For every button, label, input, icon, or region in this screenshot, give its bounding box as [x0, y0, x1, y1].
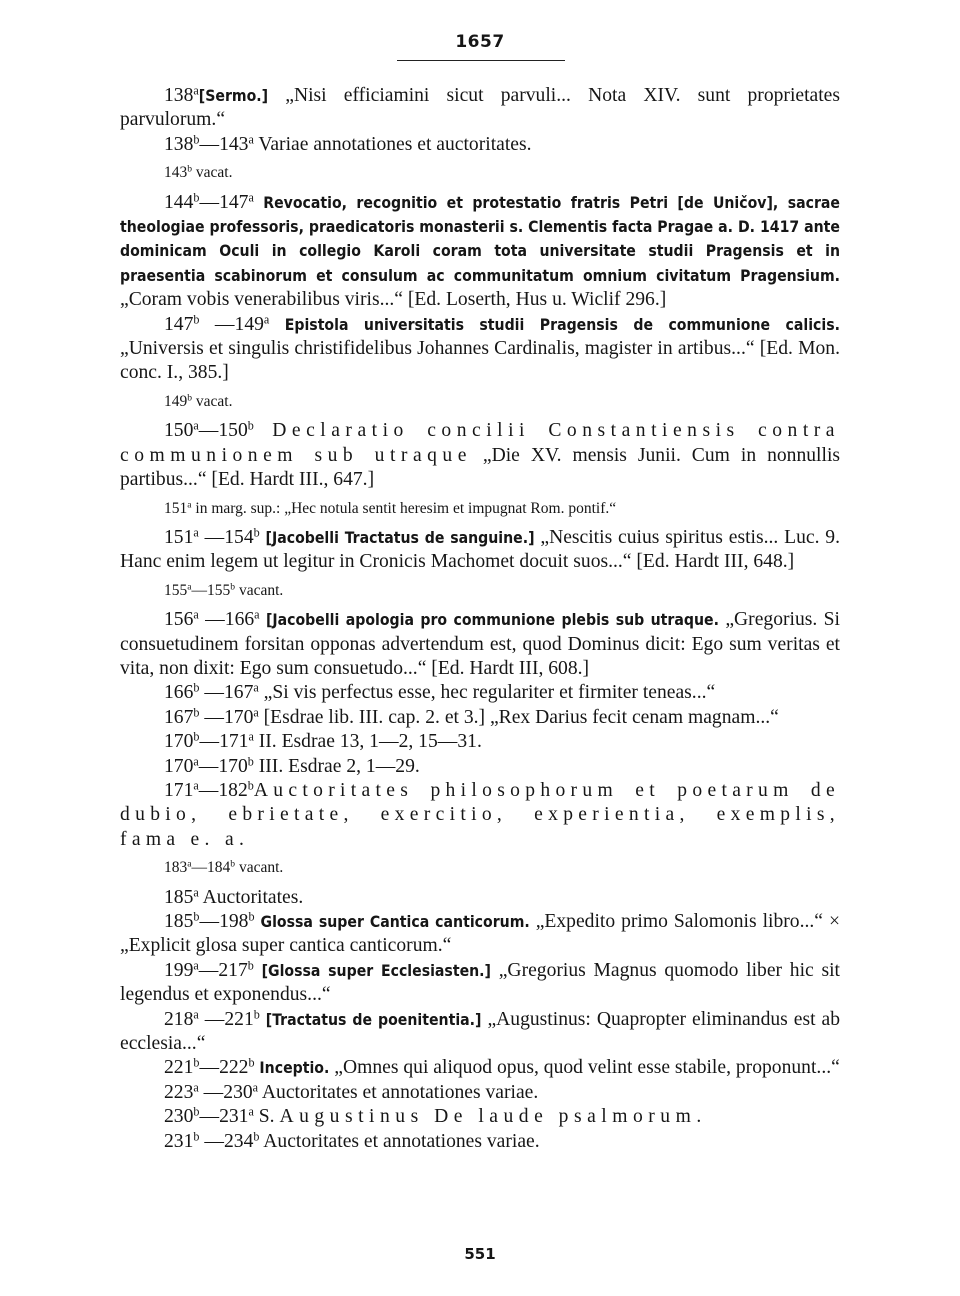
- page-number-top: 1657: [455, 32, 505, 52]
- catalogue-entry: 170$^b$—171$^a$ II. Esdrae 13, 1—2, 15—31.: [164, 729, 482, 753]
- catalogue-entry: 151$^a$ —154$^b$ [Jacobelli Tractatus de sanguine.] „Nescitis cuius spiritus estis... Luc. 9. Hanc enim legem ut legitur in Cronicis Machomet docuit suos...“ [Ed. Hardt III, 648.]: [120, 525, 840, 573]
- catalogue-entry: 218$^a$ —221$^b$ [Tractatus de poenitentia.] „Augustinus: Quapropter eliminandus est ab ecclesia...“: [120, 1006, 840, 1055]
- catalogue-entry: 199$^a$—217$^b$ [Glossa super Ecclesiasten.] „Gregorius Magnus quomodo liber hic sit legendus et exponendus...“: [120, 958, 840, 1006]
- catalogue-entry: 149$^b$ vacat.: [164, 392, 233, 410]
- catalogue-entry: 170$^a$—170$^b$ III. Esdrae 2, 1—29.: [164, 753, 420, 777]
- catalogue-entry: 150$^a$—150$^b$ Declaratio concilii Constantiensis contra communionem sub utraque „Die XV. mensis Junii. Cum in nonnullis partibus...“ [Ed. Hardt III., 647.]: [120, 418, 841, 491]
- catalogue-entry: 143$^b$ vacat.: [164, 163, 233, 182]
- catalogue-entry: 230$^b$—231$^a$ S. Augustinus De laude psalmorum.: [164, 1104, 702, 1128]
- catalogue-entry: 185$^b$—198$^b$ Glossa super Cantica canticorum. „Expedito primo Salomonis libro...“ × „Explicit glosa super cantica canticorum.“: [120, 909, 840, 957]
- header-rule: [397, 60, 565, 61]
- catalogue-entry: 138$^a$[Sermo.] „Nisi efficiamini sicut parvuli... Nota XIV. sunt proprietates parvulorum.“: [120, 83, 840, 131]
- catalogue-entry: 155$^a$—155$^b$ vacant.: [164, 581, 284, 599]
- catalogue-text: [120, 84, 840, 1154]
- catalogue-entry: 221$^b$—222$^b$ Inceptio. „Omnes qui aliquod opus, quod velint esse stabile, proponunt...“: [164, 1055, 840, 1079]
- page-number-bottom: 551: [464, 1245, 496, 1263]
- catalogue-entry: 223$^a$ —230$^a$ Auctoritates et annotationes variae.: [164, 1080, 539, 1103]
- catalogue-entry: 147$^b$ —149$^a$ Epistola universitatis studii Pragensis de communione calicis. „Universis et singulis christifidelibus Johannes Cardinalis, magister in artibus...“ [Ed. Mon. conc. I., 385.]: [120, 311, 840, 384]
- catalogue-entry: 167$^b$ —170$^a$ [Esdrae lib. III. cap. 2. et 3.] „Rex Darius fecit cenam magnam...“: [164, 705, 779, 728]
- catalogue-entry: 171$^a$—182$^b$Auctoritates philosophorum et poetarum de dubio, ebrietate, exercitio, experientia, exemplis, fama e. a.: [120, 778, 840, 850]
- catalogue-entry: 138$^b$—143$^a$ Variae annotationes et auctoritates.: [164, 132, 532, 155]
- catalogue-entry: 151$^a$ in marg. sup.: „Hec notula sentit heresim et impugnat Rom. pontif.“: [164, 499, 617, 517]
- catalogue-entry: 156$^a$ —166$^a$ [Jacobelli apologia pro communione plebis sub utraque. „Gregorius. Si consuetudinem forsitan opponas advertendum est, quod Dominus dicit: Ego sum veritas et vita, non dixit: Ego sum consuetudo...“ [Ed. Hardt III, 608.]: [120, 607, 841, 679]
- catalogue-entry: 144$^b$—147$^a$ Revocatio, recognitio et protestatio fratris Petri [de Uničov], sacrae theologiae professoris, praedicatoris monasterii s. Clementis facta Pragae a. D. 1417 ante dominicam Oculi in collegio Karoli coram tota universitate studii Pragensis et in praesentia scabinorum et consulum ac communitatum omnium civitatum Pragensium. „Coram vobis venerabilibus viris...“ [Ed. Loserth, Hus u. Wiclif 296.]: [120, 189, 840, 311]
- catalogue-entry: 183$^a$—184$^b$ vacant.: [164, 858, 284, 877]
- catalogue-entry: 185$^a$ Auctoritates.: [164, 884, 304, 908]
- catalogue-entry: 231$^b$ —234$^b$ Auctoritates et annotationes variae.: [164, 1128, 540, 1152]
- catalogue-entry: 166$^b$ —167$^a$ „Si vis perfectus esse, hec regulariter et firmiter teneas...“: [164, 680, 716, 704]
